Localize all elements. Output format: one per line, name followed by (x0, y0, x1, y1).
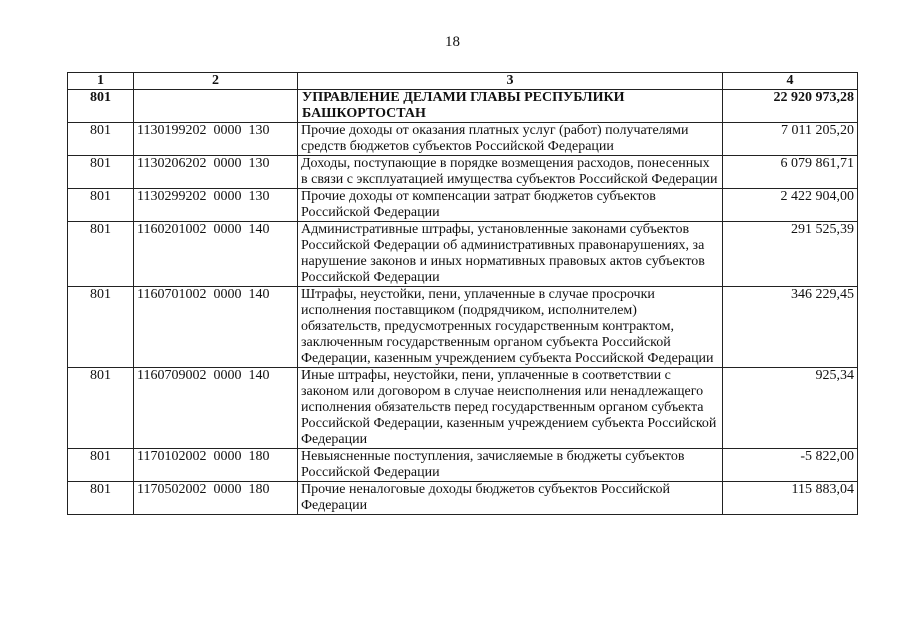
column-header-1: 1 (68, 73, 134, 90)
admin-code: 801 (68, 123, 134, 156)
revenue-description: Прочие неналоговые доходы бюджетов субъектов Российской Федерации (298, 482, 723, 515)
table-row (68, 222, 858, 287)
revenue-description: УПРАВЛЕНИЕ ДЕЛАМИ ГЛАВЫ РЕСПУБЛИКИ БАШКОРТОСТАН (298, 90, 723, 123)
budget-classification-code (134, 90, 298, 123)
column-header-3: 3 (298, 73, 723, 90)
table-header-row (68, 73, 858, 90)
revenue-amount: 7 011 205,20 (723, 123, 858, 156)
admin-code: 801 (68, 287, 134, 368)
admin-code: 801 (68, 189, 134, 222)
admin-code: 801 (68, 90, 134, 123)
admin-code: 801 (68, 368, 134, 449)
table-row (68, 368, 858, 449)
table-row (68, 123, 858, 156)
revenue-description: Невыясненные поступления, зачисляемые в бюджеты субъектов Российской Федерации (298, 449, 723, 482)
revenue-amount: 291 525,39 (723, 222, 858, 287)
revenue-amount: 925,34 (723, 368, 858, 449)
admin-code: 801 (68, 449, 134, 482)
table-row (68, 482, 858, 515)
table-row (68, 449, 858, 482)
total-row (68, 90, 858, 123)
budget-classification-code: 1130206202 0000 130 (134, 156, 298, 189)
revenue-table (67, 72, 858, 515)
budget-classification-code: 1130299202 0000 130 (134, 189, 298, 222)
revenue-amount: 346 229,45 (723, 287, 858, 368)
revenue-amount: 6 079 861,71 (723, 156, 858, 189)
table-row (68, 156, 858, 189)
revenue-amount: 2 422 904,00 (723, 189, 858, 222)
revenue-amount: 22 920 973,28 (723, 90, 858, 123)
budget-classification-code: 1160709002 0000 140 (134, 368, 298, 449)
revenue-description: Иные штрафы, неустойки, пени, уплаченные в соответствии с законом или договором в случае неисполнения или ненадлежащего исполнения обязательств перед государственным органом субъекта Российской Федерации, казенным учреждением субъекта Российской Федерации (298, 368, 723, 449)
admin-code: 801 (68, 156, 134, 189)
column-header-4: 4 (723, 73, 858, 90)
revenue-description: Прочие доходы от оказания платных услуг (работ) получателями средств бюджетов субъектов Российской Федерации (298, 123, 723, 156)
budget-classification-code: 1160201002 0000 140 (134, 222, 298, 287)
page-number: 18 (445, 34, 460, 50)
revenue-description: Доходы, поступающие в порядке возмещения расходов, понесенных в связи с эксплуатацией имущества субъектов Российской Федерации (298, 156, 723, 189)
revenue-description: Прочие доходы от компенсации затрат бюджетов субъектов Российской Федерации (298, 189, 723, 222)
admin-code: 801 (68, 222, 134, 287)
table-row (68, 189, 858, 222)
column-header-2: 2 (134, 73, 298, 90)
budget-classification-code: 1170102002 0000 180 (134, 449, 298, 482)
revenue-amount: -5 822,00 (723, 449, 858, 482)
budget-classification-code: 1130199202 0000 130 (134, 123, 298, 156)
budget-classification-code: 1160701002 0000 140 (134, 287, 298, 368)
admin-code: 801 (68, 482, 134, 515)
table-row (68, 287, 858, 368)
revenue-description: Административные штрафы, установленные законами субъектов Российской Федерации об административных правонарушениях, за нарушение законов и иных нормативных правовых актов субъектов Российской Федерации (298, 222, 723, 287)
revenue-amount: 115 883,04 (723, 482, 858, 515)
revenue-description: Штрафы, неустойки, пени, уплаченные в случае просрочки исполнения поставщиком (подрядчиком, исполнителем) обязательств, предусмотренных государственным контрактом, заключенным государственным органом субъекта Российской Федерации, казенным учреждением субъекта Российской Федерации (298, 287, 723, 368)
budget-classification-code: 1170502002 0000 180 (134, 482, 298, 515)
